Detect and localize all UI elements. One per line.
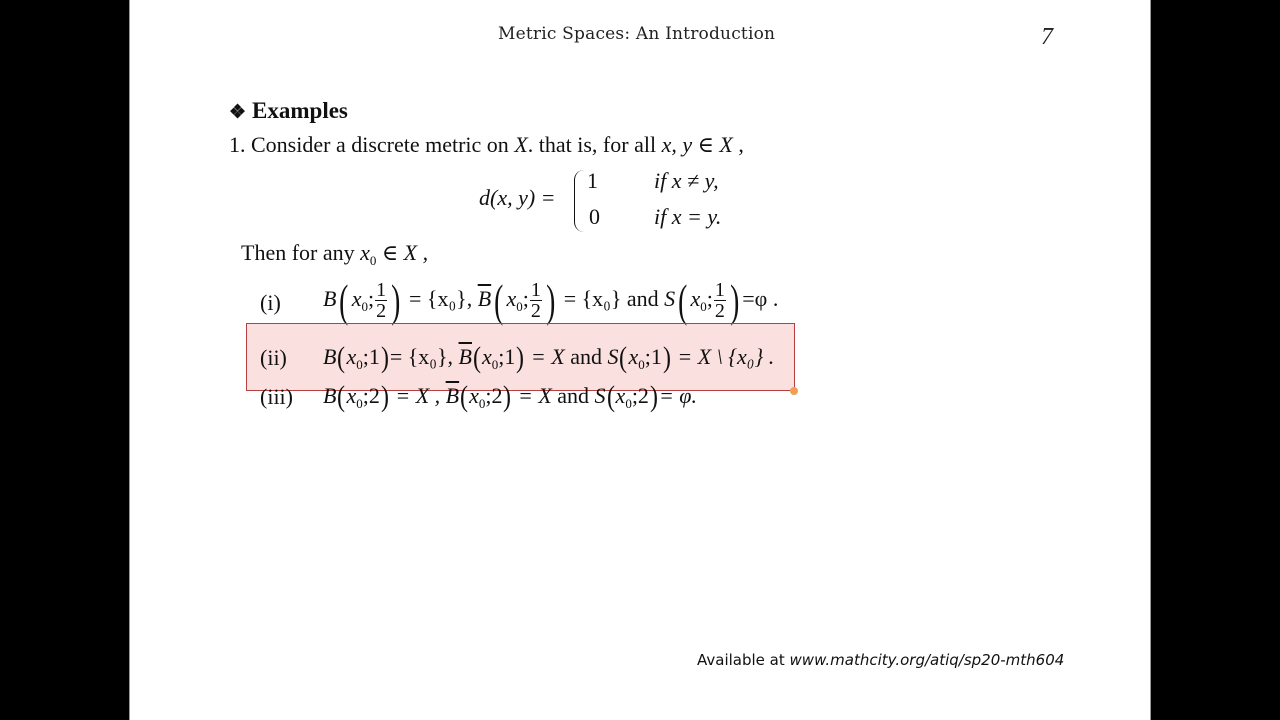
- item-label-i: (i): [260, 290, 281, 315]
- resize-handle[interactable]: [790, 387, 798, 395]
- left-brace-icon: [574, 170, 585, 232]
- section-heading: [229, 98, 348, 124]
- item-label-iii: (iii): [260, 384, 293, 409]
- page-number: 7: [1041, 24, 1053, 50]
- metric-definition-lhs: d(x, y) =: [479, 185, 556, 210]
- footer-url-link[interactable]: www.mathcity.org/atiq/sp20-mth604: [789, 651, 1065, 669]
- footer-availability: Available at www.mathcity.org/atiq/sp20-mth604: [697, 651, 1065, 669]
- item-label-ii: (ii): [260, 345, 287, 370]
- document-page: [129, 0, 1151, 720]
- item-i-formula: B( $x_0$; $\frac{1}{2}$ ) = {x₀}, $\overline{B}$( $x_0$; $\frac{1}{2}$ ) = {x₀} and S( $x_0$; $\frac{1}{2}$ ) =φ .: [323, 275, 779, 326]
- case-2-condition: if x = y.: [654, 204, 722, 229]
- running-header-title: Metric Spaces: An Introduction: [498, 24, 776, 44]
- case-1-condition: if x ≠ y,: [654, 168, 719, 193]
- section-heading-text: Examples: [252, 98, 348, 123]
- item-iii-formula: $B(x_0;2) = X$ , $\overline{B}(x_0;2) = X$ and $S(x_0;2)= \varphi$.: [323, 380, 697, 413]
- case-1-value: 1: [587, 168, 598, 193]
- then-line: Then for any $x_0$ ∈ X ,: [241, 240, 429, 268]
- item-ii-formula: $B(x_0;1)= \{x_0\}$, $\overline{B}(x_0;1) = X$ and $S(x_0;1) = X$ \ {x₀} .: [323, 341, 775, 374]
- case-2-value: 0: [589, 204, 600, 229]
- diamond-bullet-icon: ❖: [229, 102, 247, 123]
- fraction-one-half: $\frac{1}{2}$: [376, 279, 387, 323]
- example-intro-line: 1. Consider a discrete metric on X. that is, for all x, y ∈ X ,: [229, 132, 744, 157]
